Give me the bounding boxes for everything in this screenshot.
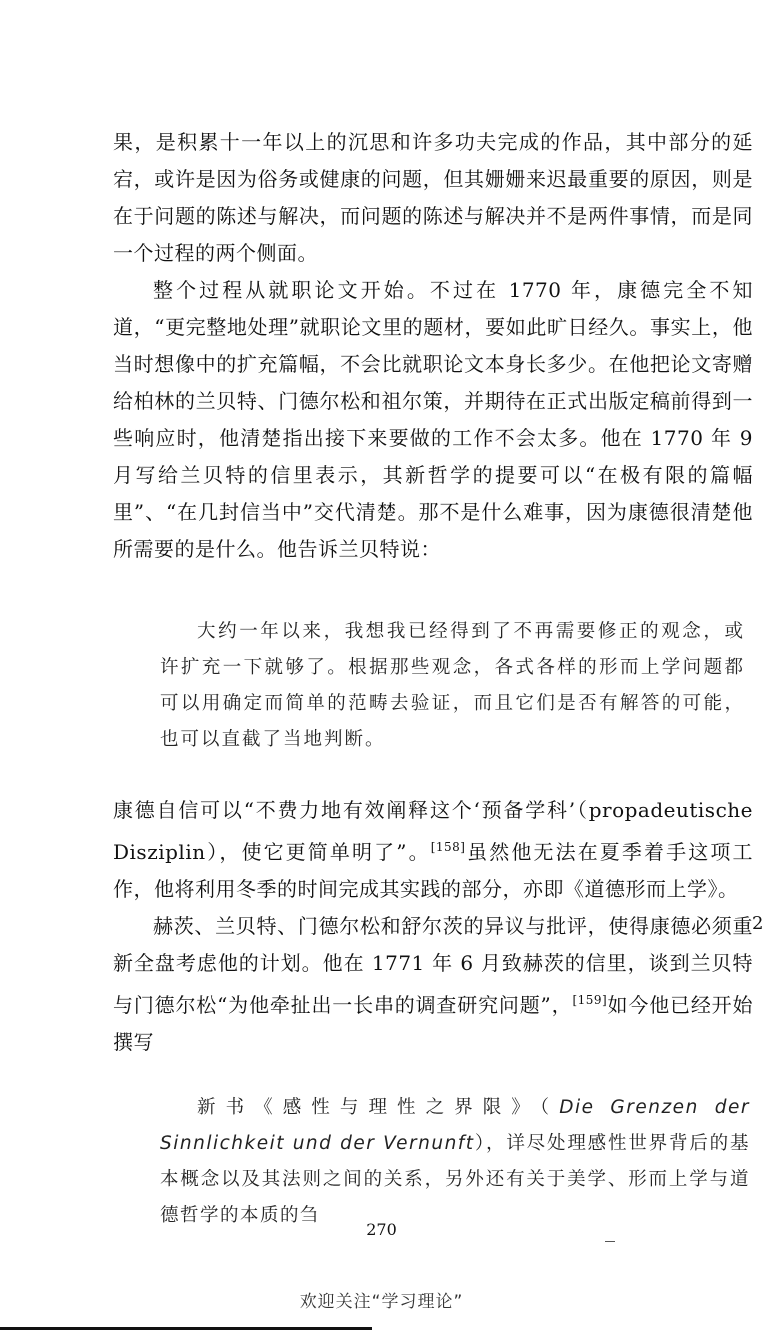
footer-watermark-text: 欢迎关注“学习理论” <box>299 1292 464 1312</box>
footnote-reference-159: [159] <box>572 993 608 1007</box>
paragraph-process-start: 整个过程从就职论文开始。不过在 1770 年，康德完全不知道，“更完整地处理”就职论文里的题材，要如此旷日经久。事实上，他当时想像中的扩充篇幅，不会比就职论文本身长多少。在他把论文寄赠给柏林的兰贝特、门德尔松和祖尔策，并期待在正式出版定稿前得到一些响应时，他清楚指出接下来要做的工作不会太多。他在 1770 年 9 月写给兰贝特的信里表示，其新哲学的提要可以“在极有限的篇幅里”、“在几封信当中”交代清楚。那不是什么难事，因为康德很清楚他所需要的是什么。他告诉兰贝特说： <box>113 278 753 561</box>
margin-page-mark: 2 <box>752 913 763 934</box>
scan-mark <box>605 1241 615 1242</box>
bottom-scan-edge <box>0 1327 372 1330</box>
paragraph-text: 赫茨、兰贝特、门德尔松和舒尔茨的异议与批评，使得康德必须重新全盘考虑他的计划。他在 1771 年 6 月致赫茨的信里，谈到兰贝特与门德尔松“为他牵扯出一长串的调查研究问题”， <box>113 914 753 1017</box>
paragraph-continuation: 果，是积累十一年以上的沉思和许多功夫完成的作品，其中部分的延宕，或许是因为俗务或健康的问题，但其姗姗来迟最重要的原因，则是在于问题的陈述与解决，而问题的陈述与解决并不是两件事情，而是同一个过程的两个侧面。 <box>113 130 753 265</box>
paragraph-text: 康德自信可以“不费力地有效阐释这个‘预备学科’（propadeutische Disziplin），使它更简单明了”。 <box>113 798 753 864</box>
block-quote-lambert-letter: 大约一年以来，我想我已经得到了不再需要修正的观念，或许扩充一下就够了。根据那些观念，各式各样的形而上学问题都可以用确定而简单的范畴去验证，而且它们是否有解答的可能，也可以直截了当地判断。 <box>160 621 745 750</box>
paragraph-objections <box>113 908 753 1061</box>
page-number: 270 <box>366 1220 397 1239</box>
paragraph-text-continued: 如今他已经开始撰写 <box>113 993 753 1054</box>
quote-text: 新书《感性与理性之界限》（ <box>197 1097 560 1118</box>
paragraph-kant-confidence <box>113 792 753 908</box>
paragraph-text-continued: 虽然他无法在夏季着手这项工作，他将利用冬季的时间完成其实践的部分，亦即《道德形而上学》。 <box>113 840 753 901</box>
footnote-reference-158: [158] <box>430 840 466 854</box>
block-quote-new-book <box>160 1090 750 1234</box>
book-title-german: Die Grenzen der Sinnlichkeit und der Vernunft <box>160 1097 750 1154</box>
quote-text-continued: ），详尽处理感性世界背后的基本概念以及其法则之间的关系，另外还有关于美学、形而上学与道德哲学的本质的刍 <box>160 1133 750 1226</box>
